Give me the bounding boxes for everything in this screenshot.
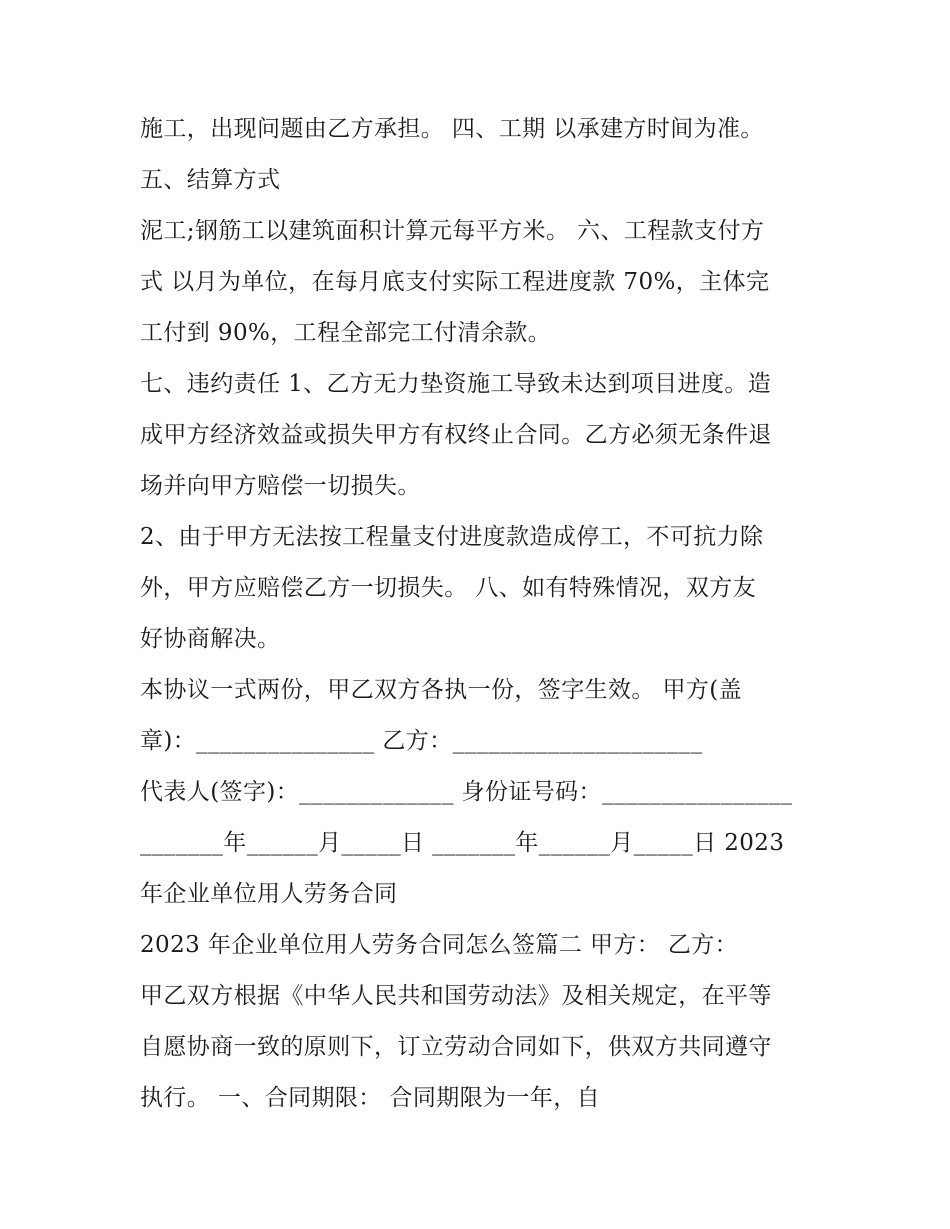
signature-line: 代表人(签字)：_____________ 身份证号码：________________	[140, 779, 793, 805]
text-line: 成甲方经济效益或损失甲方有权终止合同。乙方必须无条件退	[140, 422, 772, 448]
text-line: 泥工;钢筋工以建筑面积计算元每平方米。 六、工程款支付方	[140, 218, 765, 244]
date-line: _______年______月_____日 _______年______月_____日 2023	[140, 830, 785, 856]
signature-line: 章)：_______________ 乙方：_____________________	[140, 728, 703, 754]
text-line: 场并向甲方赔偿一切损失。	[140, 473, 421, 499]
text-line: 式 以月为单位，在每月底支付实际工程进度款 70%，主体完	[140, 269, 770, 295]
text-line: 自愿协商一致的原则下，订立劳动合同如下，供双方共同遵守	[140, 1034, 772, 1060]
text-line: 工付到 90%，工程全部完工付清余款。	[140, 320, 552, 346]
text-line: 七、违约责任 1、乙方无力垫资施工导致未达到项目进度。造	[140, 371, 772, 397]
text-line: 2023 年企业单位用人劳务合同怎么签篇二 甲方： 乙方：	[140, 932, 739, 958]
text-line: 甲乙双方根据《中华人民共和国劳动法》及相关规定，在平等	[140, 983, 772, 1009]
text-line: 年企业单位用人劳务合同	[140, 881, 398, 907]
text-line: 执行。 一、合同期限： 合同期限为一年，自	[140, 1085, 601, 1111]
text-line: 外，甲方应赔偿乙方一切损失。 八、如有特殊情况，双方友	[140, 575, 757, 601]
text-line: 施工，出现问题由乙方承担。 四、工期 以承建方时间为准。	[140, 116, 764, 142]
text-line: 本协议一式两份，甲乙双方各执一份，签字生效。 甲方(盖	[140, 677, 743, 703]
text-line: 2、由于甲方无法按工程量支付进度款造成停工，不可抗力除	[140, 524, 764, 550]
text-line: 好协商解决。	[140, 626, 281, 652]
section-heading: 五、结算方式	[140, 167, 281, 193]
